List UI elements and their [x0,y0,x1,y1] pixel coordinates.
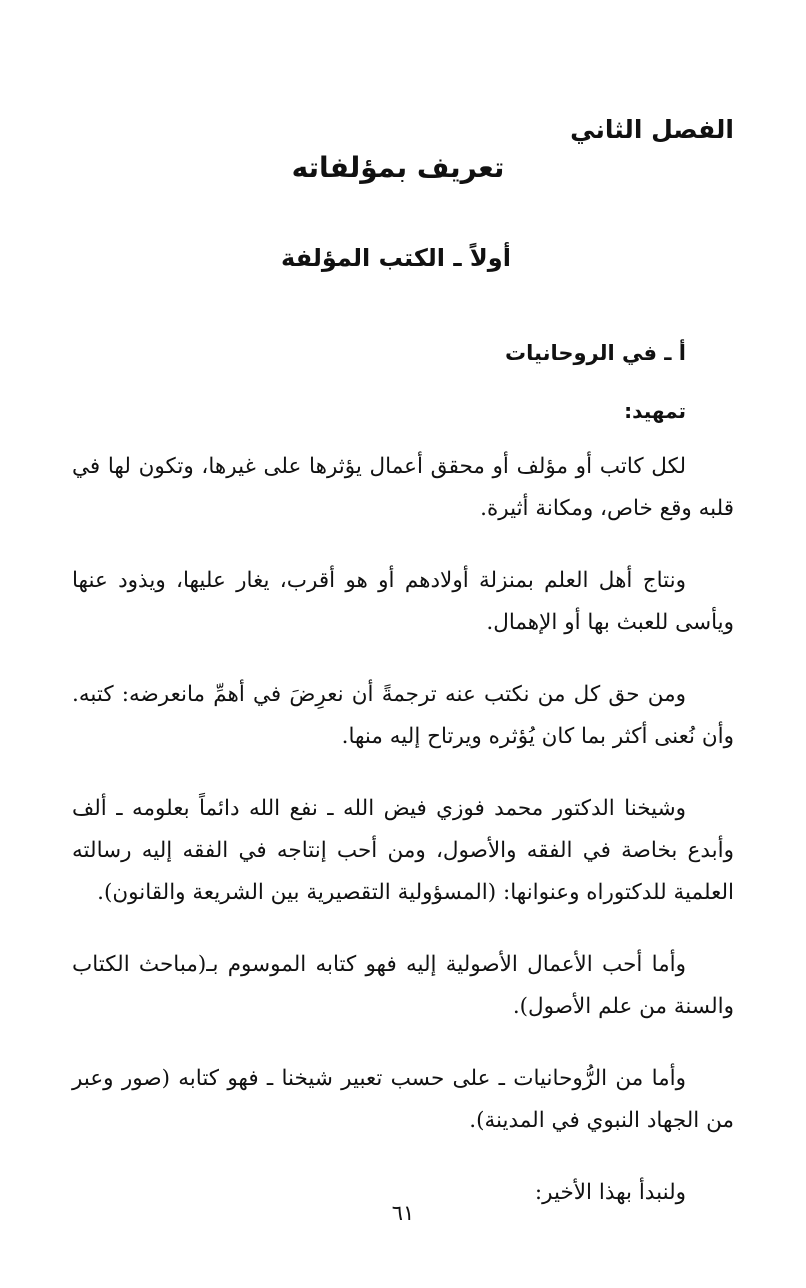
page-number: ٦١ [391,1201,415,1225]
paragraph-6: وأما من الرُّوحانيات ـ على حسب تعبير شيخنا ـ فهو كتابه (صور وعبر من الجهاد النبوي في المدينة). [72,1066,734,1133]
subsection-title: أ ـ في الروحانيات [505,341,686,365]
paragraph-3: ومن حق كل من نكتب عنه ترجمةً أن نعرِضَ في أهمِّ مانعرضه: كتبه. وأن نُعنى أكثر بما كان يُؤثره ويرتاح إليه منها. [72,682,734,749]
paragraph-7: ولنبدأ بهذا الأخير: [534,1180,686,1205]
paragraph-2: ونتاج أهل العلم بمنزلة أولادهم أو هو أقرب، يغار عليها، ويذود عنها ويأسى للعبث بها أو الإهمال. [72,568,734,635]
chapter-title: تعريف بمؤلفاته [291,151,505,184]
section-title: أولاً ـ الكتب المؤلفة [281,244,511,272]
paragraph-1: لكل كاتب أو مؤلف أو محقق أعمال يؤثرها على غيرها، وتكون لها في قلبه وقع خاص، ومكانة أثيرة. [72,454,734,521]
body-text [72,446,734,1214]
chapter-label: الفصل الثاني [570,115,734,144]
paragraph-4: وشيخنا الدكتور محمد فوزي فيض الله ـ نفع الله دائماً بعلومه ـ ألف وأبدع بخاصة في الفقه والأصول، ومن أحب إنتاجه في الفقه إليه رسالته العلمية للدكتوراه وعنوانها: (المسؤولية التقصيرية بين الشريعة والقانون). [72,796,734,905]
paragraph-5: وأما أحب الأعمال الأصولية إليه فهو كتابه الموسوم بـ(مباحث الكتاب والسنة من علم الأصول). [72,952,734,1019]
intro-label: تمهيد: [624,399,686,423]
